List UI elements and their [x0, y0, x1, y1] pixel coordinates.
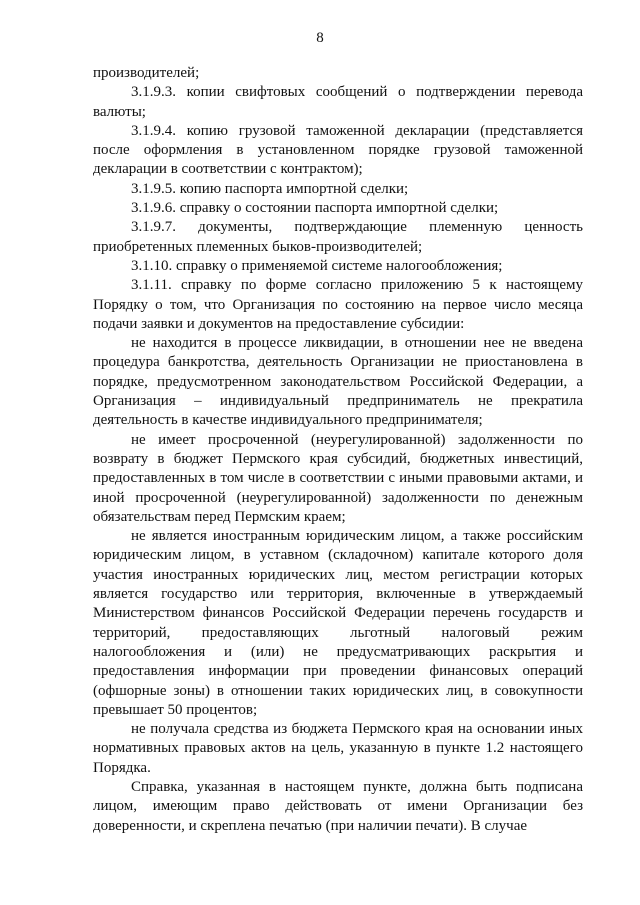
paragraph-3-1-9-3: 3.1.9.3. копии свифтовых сообщений о подтверждении перевода валюты; — [93, 84, 583, 120]
paragraph-3-1-9-7: 3.1.9.7. документы, подтверждающие племенную ценность приобретенных племенных быков-производителей; — [93, 219, 583, 255]
paragraph-no-liquidation: не находится в процессе ликвидации, в отношении нее не введена процедура банкротства, деятельность Организации не приостановлена в порядке, предусмотренном законодательством Российской Федерации, а Организация – индивидуальный предприниматель не прекратила деятельность в качестве индивидуального предпринимателя; — [93, 335, 583, 429]
paragraph-not-foreign: не является иностранным юридическим лицом, а также российским юридическим лицом, в уставном (складочном) капитале которого доля участия иностранных юридических лиц, местом регистрации которых является государство или территория, включенные в утверждаемый Министерством финансов Российской Федерации перечень государств и территорий, предоставляющих льготный налоговый режим налогообложения и (или) не предусматривающих раскрытия и предоставления информации при проведении финансовых операций (офшорные зоны) в отношении таких юридических лиц, в совокупности превышает 50 процентов; — [93, 528, 583, 718]
paragraph-3-1-11: 3.1.11. справку по форме согласно приложению 5 к настоящему Порядку о том, что Организация по состоянию на первое число месяца подачи заявки и документов на предоставление субсидии: — [93, 277, 583, 332]
paragraph-3-1-10: 3.1.10. справку о применяемой системе налогообложения; — [131, 257, 503, 274]
document-body — [93, 64, 583, 836]
paragraph-continuation: производителей; — [93, 65, 200, 81]
page-number: 8 — [316, 30, 324, 46]
paragraph-3-1-9-4: 3.1.9.4. копию грузовой таможенной декларации (представляется после оформления в установленном порядке грузовой таможенной декларации в соответствии с контрактом); — [93, 122, 583, 178]
paragraph-signature-requirement: Справка, указанная в настоящем пункте, должна быть подписана лицом, имеющим право действовать от имени Организации без доверенности, и скреплена печатью (при наличии печати). В случае — [93, 778, 583, 834]
paragraph-no-other-funds: не получала средства из бюджета Пермского края на основании иных нормативных правовых актов на цель, указанную в пункте 1.2 настоящего Порядка. — [93, 721, 583, 776]
paragraph-3-1-9-6: 3.1.9.6. справку о состоянии паспорта импортной сделки; — [131, 200, 499, 217]
paragraph-3-1-9-5: 3.1.9.5. копию паспорта импортной сделки; — [131, 180, 409, 197]
paragraph-no-debt: не имеет просроченной (неурегулированной) задолженности по возврату в бюджет Пермского края субсидий, бюджетных инвестиций, предоставленных в том числе в соответствии с иными правовыми актами, и иной просроченной (неурегулированной) задолженности по денежным обязательствам перед Пермским краем; — [93, 431, 583, 525]
